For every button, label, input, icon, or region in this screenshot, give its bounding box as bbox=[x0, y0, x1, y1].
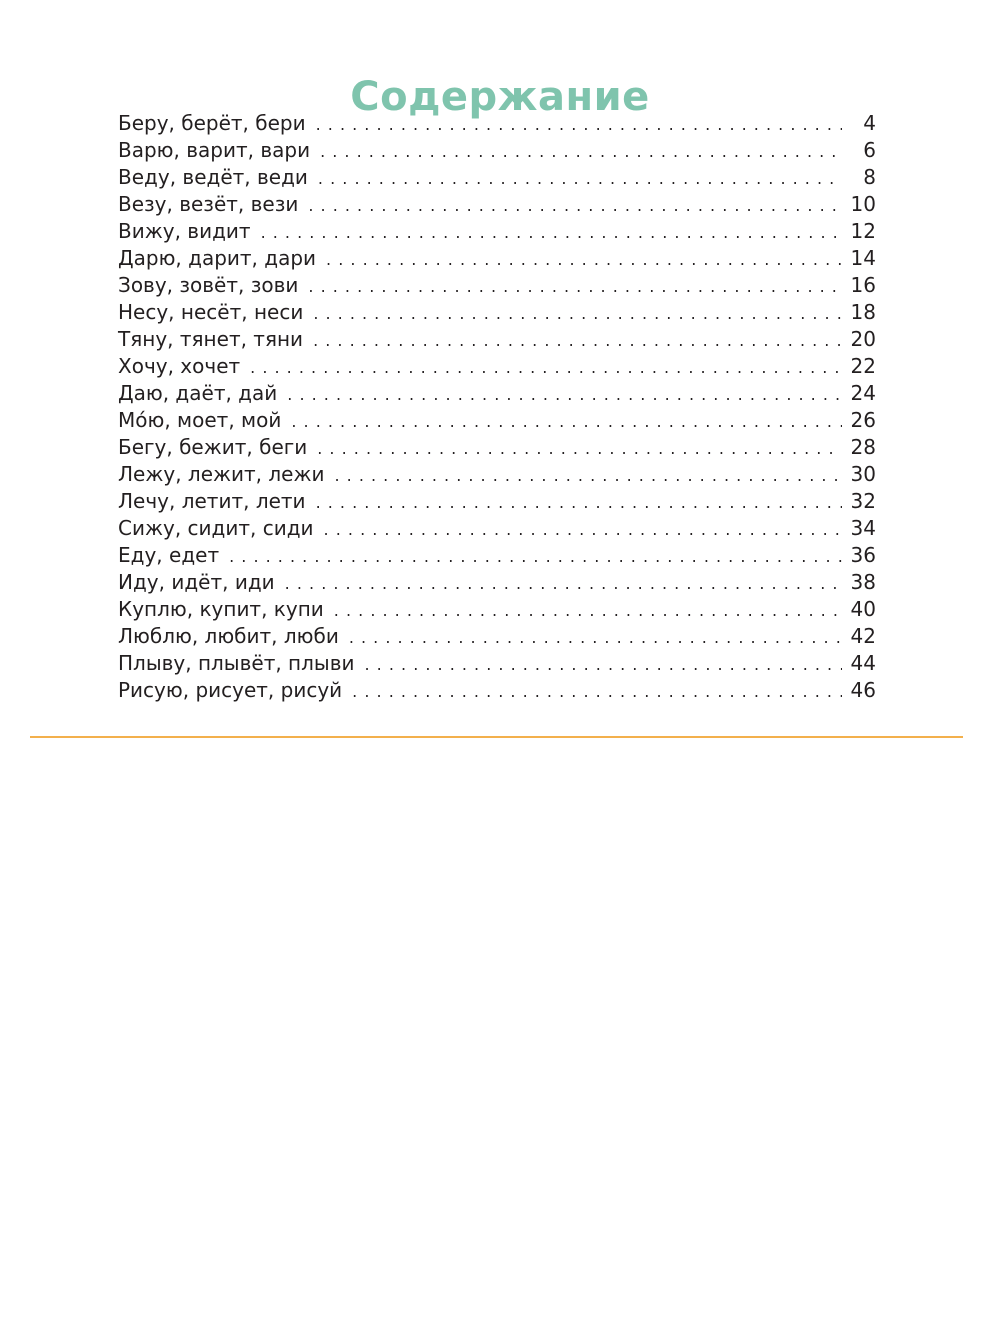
dot-leader bbox=[318, 165, 842, 192]
toc-entry[interactable] bbox=[118, 326, 876, 353]
dot-leader bbox=[316, 489, 842, 516]
dot-leader bbox=[334, 597, 842, 624]
dot-leader bbox=[349, 624, 842, 651]
toc-entry-page: 26 bbox=[850, 408, 876, 432]
toc-entry-title: Веду, ведёт, веди bbox=[118, 165, 308, 189]
toc-entry-page: 34 bbox=[850, 516, 876, 540]
toc-entry[interactable] bbox=[118, 407, 876, 434]
toc-entry-title: Лечу, летит, лети bbox=[118, 489, 306, 513]
toc-entry-page: 8 bbox=[863, 165, 876, 189]
toc-entry[interactable] bbox=[118, 218, 876, 245]
dot-leader bbox=[365, 651, 843, 678]
page-title: Содержание bbox=[350, 73, 650, 120]
dot-leader bbox=[250, 354, 842, 381]
divider-line bbox=[30, 736, 963, 738]
toc-entry-title: Мо́ю, моет, мой bbox=[118, 408, 282, 432]
toc-entry[interactable] bbox=[118, 461, 876, 488]
toc-entry[interactable] bbox=[118, 353, 876, 380]
toc-entry-page: 44 bbox=[850, 651, 876, 675]
toc-entry-title: Беру, берёт, бери bbox=[118, 111, 306, 135]
toc-entry-title: Тяну, тянет, тяни bbox=[118, 327, 304, 351]
toc-entry-title: Бегу, бежит, беги bbox=[118, 435, 308, 459]
toc-entry[interactable] bbox=[118, 164, 876, 191]
dot-leader bbox=[320, 138, 842, 165]
toc-entry-title: Рисую, рисует, рисуй bbox=[118, 678, 343, 702]
dot-leader bbox=[229, 543, 842, 570]
toc-entry-title: Плыву, плывёт, плыви bbox=[118, 651, 355, 675]
toc-entry-title: Дарю, дарит, дари bbox=[118, 246, 317, 270]
toc-entry[interactable] bbox=[118, 542, 876, 569]
toc-entry-title: Варю, варит, вари bbox=[118, 138, 311, 162]
toc-entry-page: 30 bbox=[850, 462, 876, 486]
toc-entry[interactable] bbox=[118, 299, 876, 326]
dot-leader bbox=[316, 111, 842, 138]
toc-entry-page: 16 bbox=[850, 273, 876, 297]
toc-entry-page: 18 bbox=[850, 300, 876, 324]
toc-entry-title: Даю, даёт, дай bbox=[118, 381, 278, 405]
toc-entry[interactable] bbox=[118, 596, 876, 623]
dot-leader bbox=[308, 273, 842, 300]
toc-entry-title: Лежу, лежит, лежи bbox=[118, 462, 325, 486]
toc-entry-page: 28 bbox=[850, 435, 876, 459]
toc-entry-title: Еду, едет bbox=[118, 543, 220, 567]
toc-entry[interactable] bbox=[118, 245, 876, 272]
dot-leader bbox=[317, 435, 842, 462]
toc-entry[interactable] bbox=[118, 623, 876, 650]
toc-entry-page: 6 bbox=[863, 138, 876, 162]
toc-entry-page: 24 bbox=[850, 381, 876, 405]
toc-entry[interactable] bbox=[118, 650, 876, 677]
dot-leader bbox=[261, 219, 842, 246]
dot-leader bbox=[313, 327, 842, 354]
toc-entry-title: Везу, везёт, вези bbox=[118, 192, 299, 216]
dot-leader bbox=[285, 570, 842, 597]
dot-leader bbox=[326, 246, 842, 273]
toc-entry[interactable] bbox=[118, 677, 876, 704]
dot-leader bbox=[287, 381, 842, 408]
toc-entry-page: 10 bbox=[850, 192, 876, 216]
toc-entry[interactable] bbox=[118, 569, 876, 596]
dot-leader bbox=[352, 678, 842, 705]
toc-entry-page: 38 bbox=[850, 570, 876, 594]
toc-entry-page: 22 bbox=[850, 354, 876, 378]
toc-entry-title: Куплю, купит, купи bbox=[118, 597, 324, 621]
toc-entry-title: Иду, идёт, иди bbox=[118, 570, 275, 594]
toc-entry-page: 40 bbox=[850, 597, 876, 621]
toc-entry[interactable] bbox=[118, 191, 876, 218]
toc-entry[interactable] bbox=[118, 380, 876, 407]
toc-entry-page: 46 bbox=[850, 678, 876, 702]
toc-entry-title: Хочу, хочет bbox=[118, 354, 241, 378]
toc-entry-page: 42 bbox=[850, 624, 876, 648]
dot-leader bbox=[291, 408, 842, 435]
toc-entry[interactable] bbox=[118, 272, 876, 299]
toc-entry-page: 36 bbox=[850, 543, 876, 567]
toc-entry-title: Сижу, сидит, сиди bbox=[118, 516, 314, 540]
toc-entry[interactable] bbox=[118, 434, 876, 461]
toc-entry[interactable] bbox=[118, 137, 876, 164]
toc-entry-title: Люблю, любит, люби bbox=[118, 624, 339, 648]
toc-entry[interactable] bbox=[118, 110, 876, 137]
dot-leader bbox=[334, 462, 842, 489]
dot-leader bbox=[313, 300, 842, 327]
toc-entry-page: 4 bbox=[863, 111, 876, 135]
toc-entry-page: 12 bbox=[850, 219, 876, 243]
toc-entry-page: 14 bbox=[850, 246, 876, 270]
toc-entry-title: Вижу, видит bbox=[118, 219, 251, 243]
toc-entry-page: 32 bbox=[850, 489, 876, 513]
toc-entry-title: Зову, зовёт, зови bbox=[118, 273, 299, 297]
table-of-contents bbox=[118, 110, 876, 704]
toc-entry-title: Несу, несёт, неси bbox=[118, 300, 304, 324]
toc-entry[interactable] bbox=[118, 488, 876, 515]
toc-entry[interactable] bbox=[118, 515, 876, 542]
dot-leader bbox=[308, 192, 842, 219]
toc-entry-page: 20 bbox=[850, 327, 876, 351]
dot-leader bbox=[324, 516, 842, 543]
